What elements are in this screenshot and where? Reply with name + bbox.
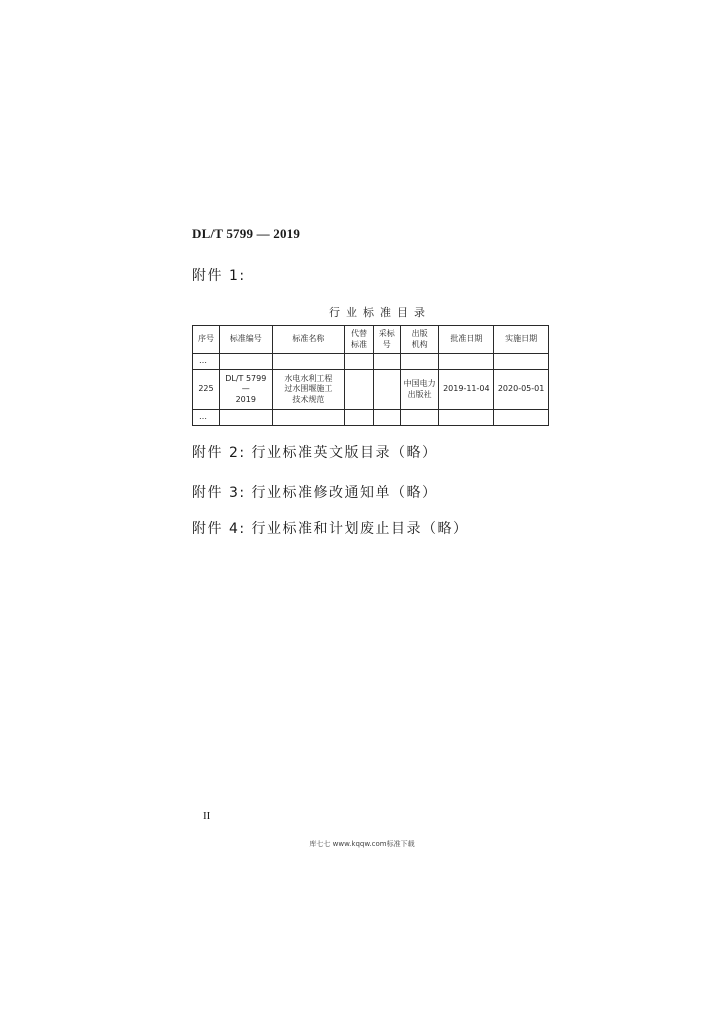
attachment-1-label: 附件 1:	[192, 268, 246, 284]
table-row-ellipsis	[193, 410, 549, 426]
header-cell: 实施日期	[494, 326, 549, 354]
header-cell: 代替 标准	[345, 326, 374, 354]
ellipsis-cell: …	[193, 410, 220, 426]
table-row-ellipsis	[193, 354, 549, 370]
standards-catalog-table	[192, 325, 549, 426]
attachment-4-line: 附件 4: 行业标准和计划废止目录（略）	[192, 521, 469, 537]
cell-publisher: 中国电力 出版社	[400, 370, 439, 410]
cell-replaced-standard	[345, 370, 374, 410]
cell-standard-name: 水电水利工程 过水围堰施工 技术规范	[272, 370, 344, 410]
header-cell: 序号	[193, 326, 220, 354]
table-title: 行业标准目录	[329, 306, 431, 319]
cell-approval-date: 2019-11-04	[439, 370, 494, 410]
header-cell: 出版 机构	[400, 326, 439, 354]
cell-serial: 225	[193, 370, 220, 410]
cell-implementation-date: 2020-05-01	[494, 370, 549, 410]
header-cell: 标准编号	[219, 326, 272, 354]
document-code: DL/T 5799 — 2019	[192, 226, 301, 241]
header-cell: 标准名称	[272, 326, 344, 354]
header-cell: 采标 号	[373, 326, 400, 354]
table-header-row	[193, 326, 549, 354]
attachment-3-line: 附件 3: 行业标准修改通知单（略）	[192, 485, 438, 501]
ellipsis-cell: …	[193, 354, 220, 370]
attachment-2-line: 附件 2: 行业标准英文版目录（略）	[192, 445, 438, 461]
header-cell: 批准日期	[439, 326, 494, 354]
footer-watermark: 库七七 www.kqqw.com标准下载	[309, 840, 415, 848]
page-number: II	[203, 810, 211, 822]
cell-adopted-number	[373, 370, 400, 410]
cell-standard-number: DL/T 5799— 2019	[219, 370, 272, 410]
table-row	[193, 370, 549, 410]
